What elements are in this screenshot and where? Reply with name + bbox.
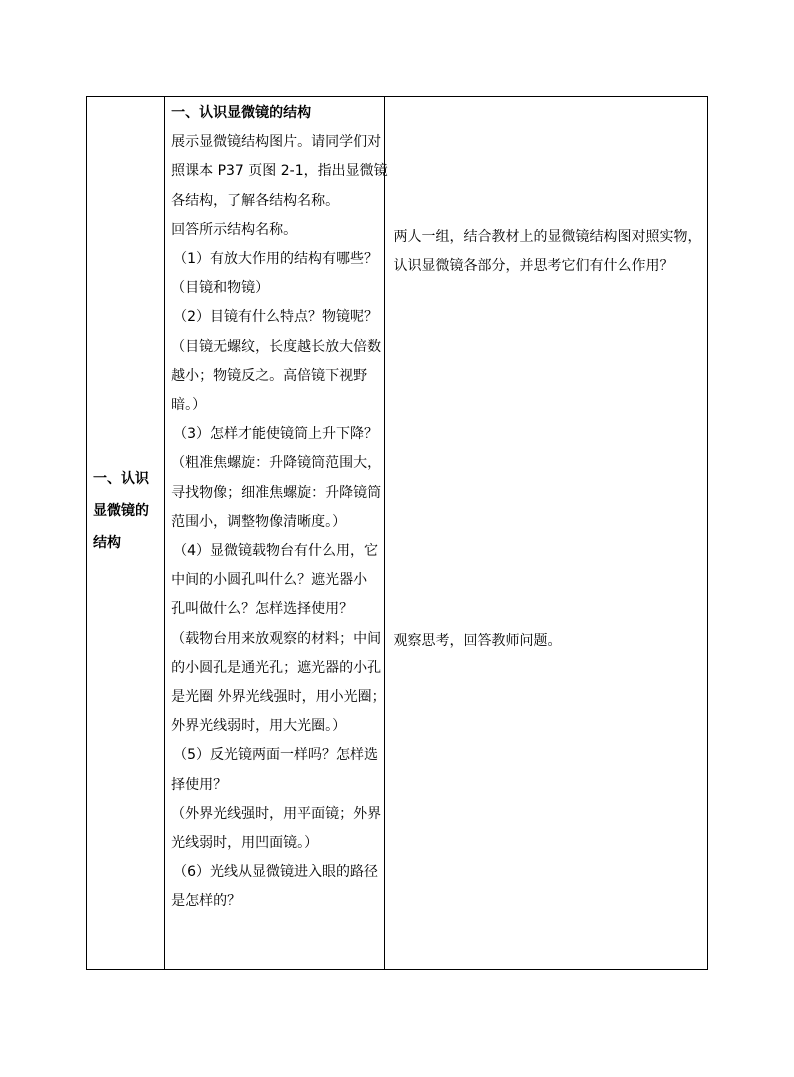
teacher-question: （3）怎样才能使镜筒上升下降？ [173, 426, 379, 443]
section-title-line: 一、认识 [93, 471, 149, 487]
teacher-line: 回答所示结构名称。 [171, 221, 298, 238]
teacher-activity-text [165, 97, 388, 917]
teacher-question: 是怎样的？ [171, 893, 242, 910]
section-title-line: 结构 [93, 535, 121, 551]
teacher-answer: 范围小，调整物像清晰度。） [171, 513, 347, 530]
teacher-line: 各结构，了解各结构名称。 [171, 192, 340, 209]
teacher-answer: 暗。） [171, 397, 207, 414]
teacher-activity-cell [165, 97, 388, 970]
teacher-answer: 的小圆孔是通光孔；遮光器的小孔 [171, 659, 382, 676]
teacher-answer: 寻找物像；细准焦螺旋：升降镜筒 [171, 484, 382, 501]
teacher-line: 照课本 P37 页图 2-1，指出显微镜 [171, 163, 388, 180]
teacher-question: （4）显微镜载物台有什么用，它 [173, 543, 379, 560]
teacher-question: 孔叫做什么？怎样选择使用？ [171, 601, 354, 618]
student-note-observe: 观察思考，回答教师问题。 [393, 633, 562, 649]
teacher-question: 中间的小圆孔叫什么？遮光器小 [171, 572, 368, 589]
lesson-plan-table [86, 96, 708, 970]
teacher-answer: 是光圈 外界光线强时，用小光圈； [171, 689, 386, 706]
section-title [87, 463, 164, 559]
teacher-question: （2）目镜有什么特点？物镜呢？ [173, 309, 379, 326]
teacher-answer: （外界光线强时，用平面镜；外界 [171, 805, 382, 822]
section-title-line: 显微镜的 [93, 503, 149, 519]
teacher-question: （5）反光镜两面一样吗？怎样选 [173, 747, 379, 764]
student-activity-cell [385, 97, 708, 970]
student-note-group-work [393, 223, 701, 281]
student-note-line: 认识显微镜各部分，并思考它们有什么作用？ [393, 258, 674, 275]
teacher-answer: （目镜无螺纹，长度越长放大倍数 [171, 338, 382, 355]
table-row [87, 97, 708, 970]
teacher-question: （1）有放大作用的结构有哪些？ [173, 251, 379, 268]
teacher-question: （6）光线从显微镜进入眼的路径 [173, 864, 379, 881]
teacher-question: 择使用？ [171, 776, 228, 793]
student-note-line: 两人一组，结合教材上的显微镜结构图对照实物， [393, 229, 702, 245]
teacher-answer: （目镜和物镜） [171, 280, 270, 297]
teacher-heading: 一、认识显微镜的结构 [171, 105, 312, 121]
teacher-answer: 外界光线弱时，用大光圈。） [171, 718, 347, 735]
teacher-answer: 越小；物镜反之。高倍镜下视野 [171, 367, 368, 384]
section-cell [87, 97, 165, 970]
teacher-answer: （载物台用来放观察的材料；中间 [171, 630, 382, 647]
teacher-answer: 光线弱时，用凹面镜。） [171, 835, 319, 852]
teacher-answer: （粗准焦螺旋：升降镜筒范围大， [171, 455, 382, 472]
teacher-line: 展示显微镜结构图片。请同学们对 [171, 134, 382, 151]
